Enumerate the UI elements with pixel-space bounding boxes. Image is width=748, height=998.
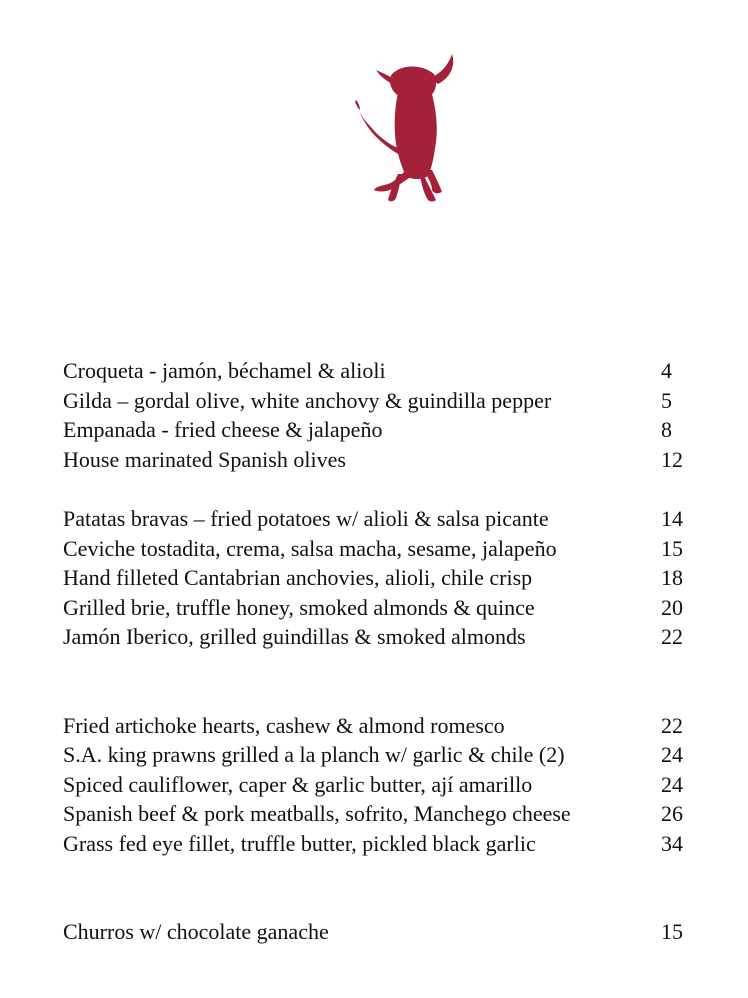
- menu-item-price: 15: [661, 535, 683, 561]
- menu-item-price: 24: [661, 771, 683, 797]
- menu-item-price: 15: [661, 919, 683, 944]
- menu-item-price: 24: [661, 742, 683, 767]
- menu-item: [63, 770, 693, 800]
- bull-icon: [352, 52, 464, 204]
- menu-item: [63, 740, 693, 770]
- menu-item: [63, 563, 693, 593]
- menu-list: [63, 356, 693, 947]
- menu-item-name: Grass fed eye fillet, truffle butter, pickled black garlic: [63, 830, 536, 856]
- section-spacer: [63, 858, 693, 917]
- menu-item-name: Ceviche tostadita, crema, salsa macha, sesame, jalapeño: [63, 535, 557, 561]
- menu-item-price: 22: [661, 712, 683, 738]
- menu-section-dessert: [63, 917, 693, 947]
- menu-section-small-bites: [63, 356, 693, 474]
- menu-item-name: Spanish beef & pork meatballs, sofrito, Manchego cheese: [63, 801, 571, 826]
- menu-item-name: Jamón Iberico, grilled guindillas & smoked almonds: [63, 624, 526, 649]
- menu-item-name: Gilda – gordal olive, white anchovy & guindilla pepper: [63, 387, 552, 413]
- menu-item-name: Patatas bravas – fried potatoes w/ alioli & salsa picante: [63, 506, 549, 531]
- menu-section-mains: [63, 711, 693, 859]
- menu-item-price: 14: [661, 506, 683, 531]
- menu-item-price: 4: [661, 358, 672, 383]
- menu-item-name: Hand filleted Cantabrian anchovies, alioli, chile crisp: [63, 565, 533, 590]
- section-spacer: [63, 474, 693, 504]
- menu-item-name: Fried artichoke hearts, cashew & almond romesco: [63, 712, 505, 738]
- menu-item: [63, 445, 693, 475]
- menu-item-price: 8: [661, 417, 672, 442]
- menu-item-price: 5: [661, 387, 672, 413]
- menu-item: [63, 799, 693, 829]
- menu-item-price: 26: [661, 801, 683, 826]
- menu-item-price: 12: [661, 446, 683, 472]
- menu-item: [63, 917, 693, 947]
- section-spacer: [63, 652, 693, 711]
- menu-item-name: Grilled brie, truffle honey, smoked almonds & quince: [63, 594, 535, 620]
- menu-section-tapas: [63, 504, 693, 652]
- menu-item-name: Empanada - fried cheese & jalapeño: [63, 417, 383, 442]
- menu-item-price: 22: [661, 624, 683, 649]
- menu-item-name: Spiced cauliflower, caper & garlic butter, ají amarillo: [63, 771, 533, 797]
- menu-item: [63, 534, 693, 564]
- menu-item-price: 18: [661, 565, 683, 590]
- menu-item: [63, 711, 693, 741]
- menu-item-name: Croqueta - jamón, béchamel & alioli: [63, 358, 386, 383]
- menu-item: [63, 593, 693, 623]
- menu-item: [63, 415, 693, 445]
- menu-item-price: 20: [661, 594, 683, 620]
- menu-item: [63, 386, 693, 416]
- menu-item: [63, 504, 693, 534]
- menu-item-name: Churros w/ chocolate ganache: [63, 919, 329, 944]
- menu-item-name: House marinated Spanish olives: [63, 446, 346, 472]
- bull-logo: [352, 52, 464, 204]
- menu-item: [63, 356, 693, 386]
- menu-item-name: S.A. king prawns grilled a la planch w/ garlic & chile (2): [63, 742, 565, 767]
- menu-item: [63, 622, 693, 652]
- menu-item-price: 34: [661, 830, 683, 856]
- menu-item: [63, 829, 693, 859]
